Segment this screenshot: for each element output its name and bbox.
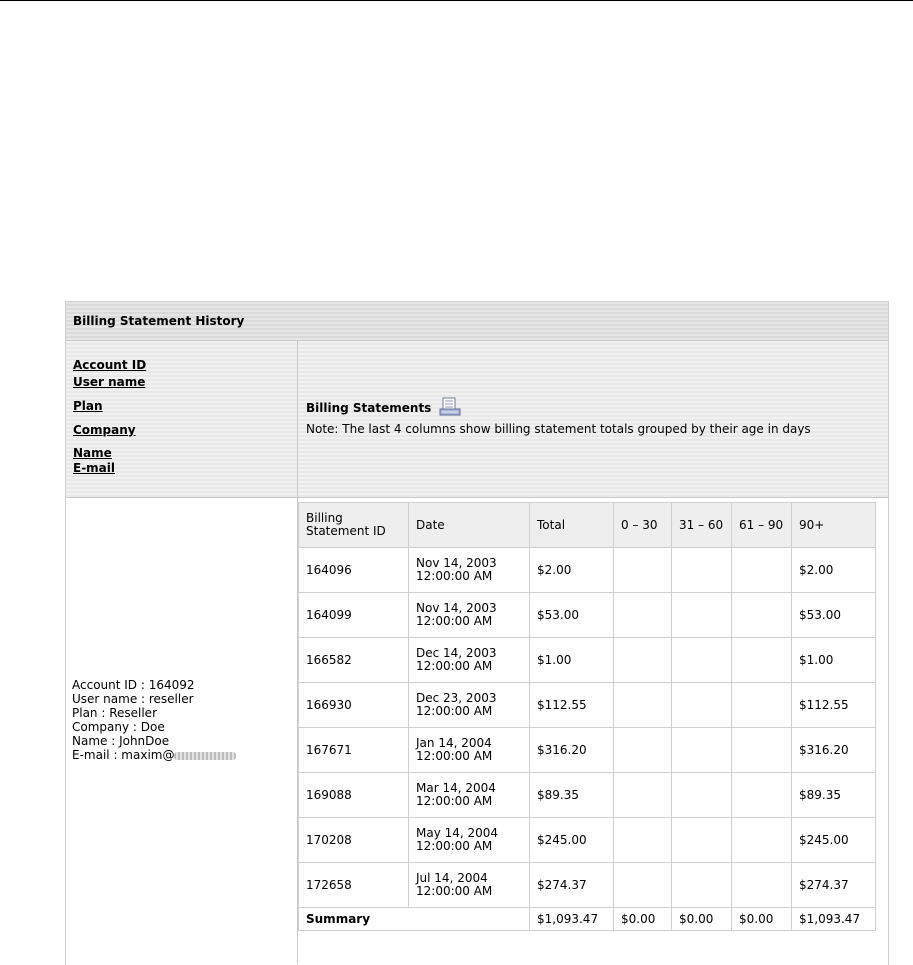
summary-31-60: $0.00 <box>672 908 732 931</box>
cell-31-60 <box>672 728 732 773</box>
name-value: Name : JohnDoe <box>72 734 170 748</box>
cell-id: 164096 <box>299 548 409 593</box>
cell-61-90 <box>732 773 792 818</box>
cell-total: $316.20 <box>530 728 614 773</box>
billing-history-panel <box>65 301 889 965</box>
email-link[interactable]: E-mail <box>73 461 116 475</box>
cell-31-60 <box>672 638 732 683</box>
col-header-date: Date <box>409 503 530 548</box>
plan-value: Plan : Reseller <box>72 706 158 720</box>
summary-total: $1,093.47 <box>530 908 614 931</box>
cell-31-60 <box>672 593 732 638</box>
cell-31-60 <box>672 818 732 863</box>
cell-90plus: $1.00 <box>792 638 876 683</box>
cell-31-60 <box>672 863 732 908</box>
top-rule <box>0 0 913 1</box>
cell-total: $112.55 <box>530 683 614 728</box>
cell-id: 166582 <box>299 638 409 683</box>
cell-0-30 <box>614 728 672 773</box>
user-name-value: User name : reseller <box>72 692 194 706</box>
cell-90plus: $53.00 <box>792 593 876 638</box>
cell-id: 166930 <box>299 683 409 728</box>
cell-total: $2.00 <box>530 548 614 593</box>
col-header-0-30: 0 – 30 <box>614 503 672 548</box>
cell-90plus: $316.20 <box>792 728 876 773</box>
company-link[interactable]: Company <box>73 423 136 437</box>
cell-id: 167671 <box>299 728 409 773</box>
statements-header <box>298 341 888 497</box>
cell-61-90 <box>732 548 792 593</box>
cell-date: Nov 14, 2003 12:00:00 AM <box>409 593 530 638</box>
cell-61-90 <box>732 593 792 638</box>
cell-date: Dec 23, 2003 12:00:00 AM <box>409 683 530 728</box>
cell-total: $89.35 <box>530 773 614 818</box>
cell-90plus: $2.00 <box>792 548 876 593</box>
col-header-31-60: 31 – 60 <box>672 503 732 548</box>
summary-90plus: $1,093.47 <box>792 908 876 931</box>
col-header-total: Total <box>530 503 614 548</box>
cell-61-90 <box>732 728 792 773</box>
cell-0-30 <box>614 863 672 908</box>
col-header-61-90: 61 – 90 <box>732 503 792 548</box>
cell-0-30 <box>614 638 672 683</box>
cell-id: 172658 <box>299 863 409 908</box>
summary-61-90: $0.00 <box>732 908 792 931</box>
cell-31-60 <box>672 548 732 593</box>
account-id-link[interactable]: Account ID <box>73 358 147 372</box>
statements-table <box>298 502 876 931</box>
cell-90plus: $112.55 <box>792 683 876 728</box>
cell-id: 164099 <box>299 593 409 638</box>
cell-31-60 <box>672 683 732 728</box>
email-prefix: E-mail : maxim@ <box>72 748 175 762</box>
cell-date: May 14, 2004 12:00:00 AM <box>409 818 530 863</box>
cell-31-60 <box>672 773 732 818</box>
cell-61-90 <box>732 683 792 728</box>
table-row <box>299 683 876 728</box>
name-link[interactable]: Name <box>73 446 112 460</box>
statements-title: Billing Statements <box>306 401 432 415</box>
table-row <box>299 773 876 818</box>
summary-0-30: $0.00 <box>614 908 672 931</box>
cell-0-30 <box>614 818 672 863</box>
info-row <box>66 341 888 498</box>
email-value <box>72 748 297 762</box>
cell-id: 169088 <box>299 773 409 818</box>
cell-date: Jul 14, 2004 12:00:00 AM <box>409 863 530 908</box>
account-details <box>66 498 298 964</box>
redacted-email <box>174 752 236 760</box>
cell-date: Dec 14, 2003 12:00:00 AM <box>409 638 530 683</box>
cell-90plus: $274.37 <box>792 863 876 908</box>
data-row <box>66 498 888 964</box>
account-id-value: Account ID : 164092 <box>72 678 195 692</box>
statements-note: Note: The last 4 columns show billing statement totals grouped by their age in days <box>306 422 811 436</box>
cell-total: $274.37 <box>530 863 614 908</box>
cell-61-90 <box>732 818 792 863</box>
summary-label: Summary <box>299 908 530 931</box>
table-row <box>299 818 876 863</box>
cell-total: $245.00 <box>530 818 614 863</box>
company-value: Company : Doe <box>72 720 165 734</box>
sort-links <box>66 341 298 497</box>
cell-date: Jan 14, 2004 12:00:00 AM <box>409 728 530 773</box>
cell-0-30 <box>614 548 672 593</box>
col-header-90plus: 90+ <box>792 503 876 548</box>
cell-0-30 <box>614 593 672 638</box>
cell-total: $53.00 <box>530 593 614 638</box>
table-row <box>299 728 876 773</box>
table-row <box>299 638 876 683</box>
plan-link[interactable]: Plan <box>73 399 103 413</box>
cell-total: $1.00 <box>530 638 614 683</box>
statements-table-wrap <box>298 498 876 964</box>
table-header-row <box>299 503 876 548</box>
print-icon[interactable] <box>439 397 461 420</box>
col-header-id: Billing Statement ID <box>299 503 409 548</box>
cell-61-90 <box>732 638 792 683</box>
table-row <box>299 548 876 593</box>
cell-0-30 <box>614 773 672 818</box>
cell-id: 170208 <box>299 818 409 863</box>
cell-date: Nov 14, 2003 12:00:00 AM <box>409 548 530 593</box>
table-row <box>299 593 876 638</box>
cell-61-90 <box>732 863 792 908</box>
cell-90plus: $245.00 <box>792 818 876 863</box>
table-row <box>299 863 876 908</box>
summary-row <box>299 908 876 931</box>
cell-90plus: $89.35 <box>792 773 876 818</box>
cell-date: Mar 14, 2004 12:00:00 AM <box>409 773 530 818</box>
cell-0-30 <box>614 683 672 728</box>
user-name-link[interactable]: User name <box>73 375 146 389</box>
panel-title: Billing Statement History <box>66 302 888 341</box>
